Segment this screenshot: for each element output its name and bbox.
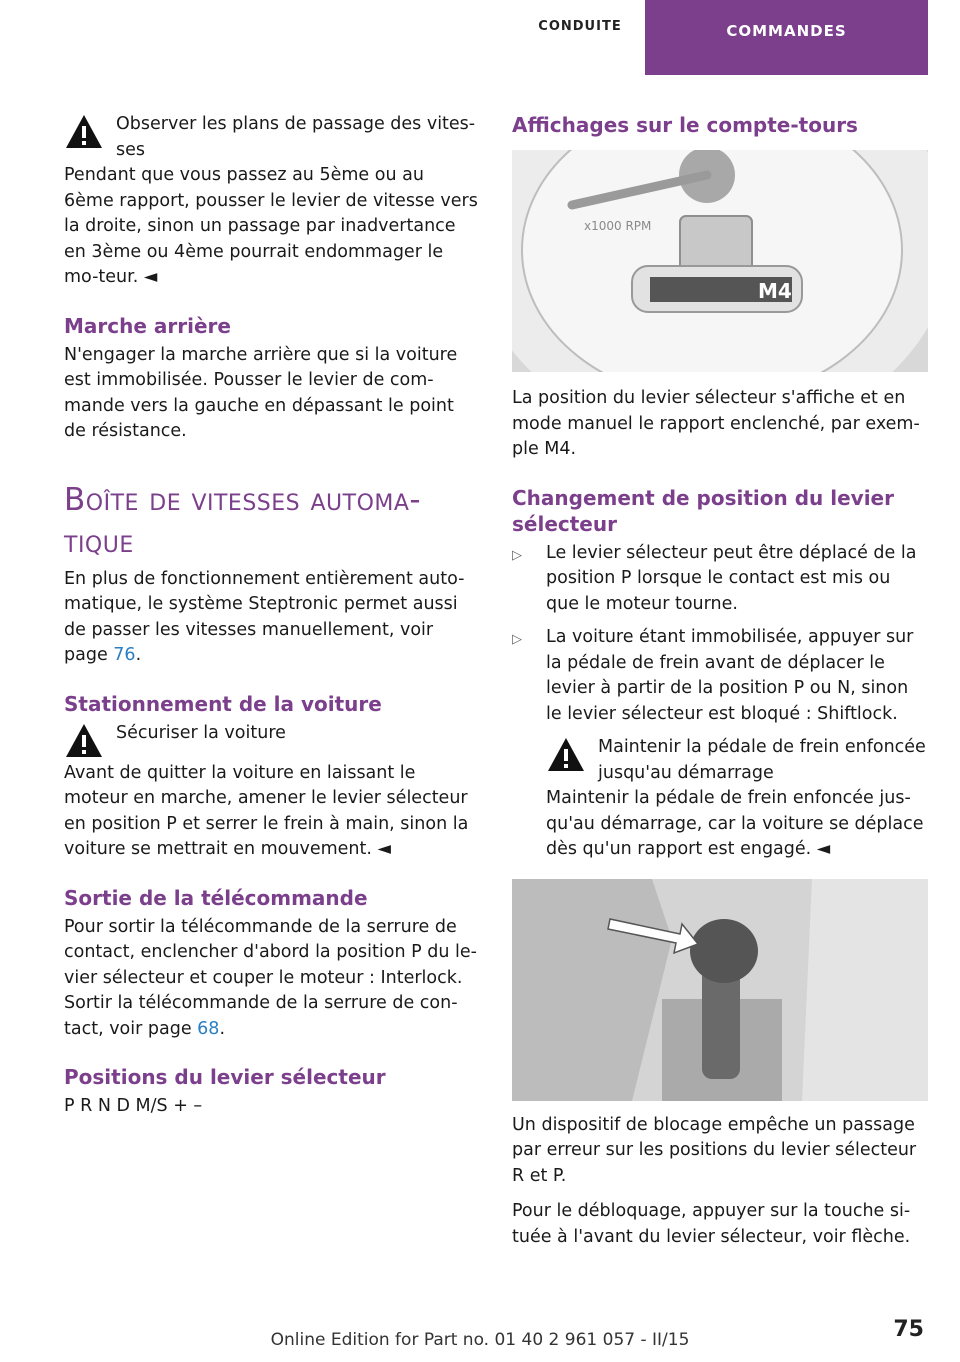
paragraph-blocage: Un dispositif de blocage empêche un passage par erreur sur les positions du levier sélecteur R et P. [512,1114,917,1186]
tachometer-illustration [512,150,928,372]
heading-affichages: Affichages sur le compte-tours [512,113,858,137]
warning-frein [546,735,928,786]
bullet-triangle-icon: ▷ [512,547,522,563]
tab-commandes-label: COMMANDES [726,22,847,40]
bullet-text: La voiture étant immobilisée, appuyer sur la pédale de frein avant de déplacer le levier à partir de la position P ou N, sinon le levier sélecteur est bloqué : Shiftlock. [546,627,914,724]
heading-marche-arriere: Marche arrière [64,313,231,338]
nested-warning [512,735,928,863]
warning-icon [64,112,104,152]
paragraph-deblocage: Pour le débloquage, appuyer sur la touche si-tuée à l'avant du levier sélecteur, voir flèche. [512,1201,911,1247]
tab-conduite[interactable] [515,0,645,52]
warning-body: Pendant que vous passez au 5ème ou au 6ème rapport, pousser le levier de vitesse vers la droite, sinon un passage par inadvertance en 3ème ou 4ème pourrait endommager le mo-teur. ◄ [64,165,478,287]
paragraph-positions: P R N D M/S + – [64,1096,203,1116]
bullet-text: Le levier sélecteur peut être déplacé de la position P lorsque le contact est mis ou que le moteur tourne. [546,542,917,614]
tab-conduite-label: CONDUITE [538,18,622,34]
gear-lever-illustration [512,879,928,1101]
warning-gear-plans [64,112,478,163]
page-link-76[interactable]: 76 [113,645,136,665]
paragraph-sortie [64,915,478,1043]
list-item [512,541,928,618]
heading-changement: Changement de position du levier sélecteur [512,485,894,536]
warning-title: Sécuriser la voiture [116,722,286,743]
paragraph-boite-end: . [135,645,142,665]
paragraph-affichage: La position du levier sélecteur s'affiche et en mode manuel le rapport enclenché, par exem-ple M4. [512,388,920,459]
gear-display: M4 [758,279,792,303]
warning-icon [546,735,586,775]
warning-securiser [64,721,478,761]
warning-body: Avant de quitter la voiture en laissant le moteur en marche, amener le levier sélecteur en position P et serrer le frein à main, sinon la voiture se mettrait en mouvement. ◄ [64,762,469,859]
heading-boite-automatique: Boîte de vitesses automa-tique [64,481,422,560]
paragraph-sortie-end: . [219,1018,226,1039]
warning-title: Maintenir la pédale de frein enfoncée jusqu'au démarrage [598,737,926,783]
heading-positions: Positions du levier sélecteur [64,1065,386,1089]
paragraph-boite [64,567,478,669]
warning-body: Maintenir la pédale de frein enfoncée jus-qu'au démarrage, car la voiture se déplace dès qu'un rapport est engagé. ◄ [546,788,924,859]
warning-title: Observer les plans de passage des vites-ses [116,114,476,160]
heading-sortie-telecommande: Sortie de la télécommande [64,885,368,910]
left-column [64,112,478,1130]
right-column [512,112,928,1260]
warning-icon [64,721,104,761]
tachometer-gauge-graphic [512,150,928,372]
footer-edition: Online Edition for Part no. 01 40 2 961 057 - II/15 [270,1330,690,1350]
gear-lever-graphic [512,879,928,1101]
paragraph-sortie-text: Pour sortir la télécommande de la serrure de contact, enclencher d'abord la position P du le-vier sélecteur et couper le moteur : Interlock. Sortir la télécommande de la serrure de con-tact, voir page [64,916,477,1039]
gauge-unit: x1000 RPM [584,219,652,233]
paragraph-marche-arriere: N'engager la marche arrière que si la voiture est immobilisée. Pousser le levier de com-mande vers la gauche en dépassant le point de résistance. [64,344,458,441]
tab-commandes[interactable] [645,0,928,75]
list-item [512,625,928,727]
bullet-triangle-icon: ▷ [512,632,522,647]
page-number: 75 [893,1317,924,1342]
paragraph-boite-text: En plus de fonctionnement entièrement auto-matique, le système Steptronic permet aussi de passer les vitesses manuellement, voir page [64,568,465,665]
heading-stationnement: Stationnement de la voiture [64,691,382,716]
page-link-68[interactable]: 68 [197,1018,220,1039]
